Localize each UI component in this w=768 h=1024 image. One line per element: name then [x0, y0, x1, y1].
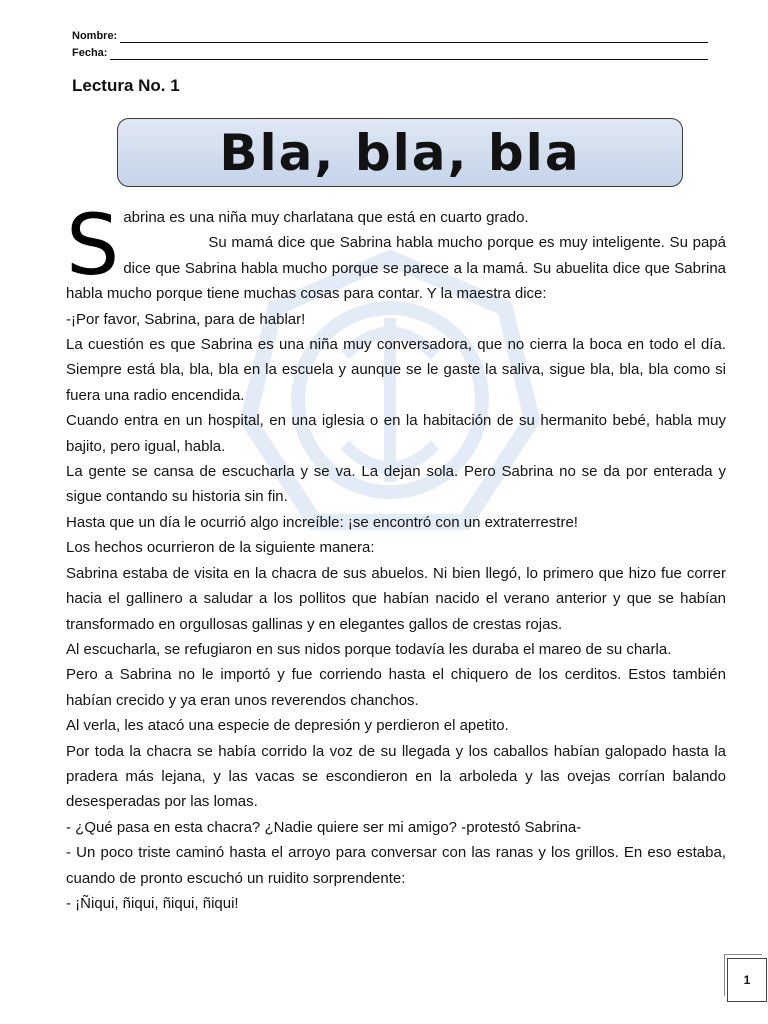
story-paragraph: Cuando entra en un hospital, en una iglesia o en la habitación de su hermanito bebé, habla muy bajito, pero igual, habla.: [66, 412, 726, 455]
title-banner: [117, 118, 683, 187]
nombre-field: [72, 29, 708, 43]
story-paragraph: Por toda la chacra se había corrido la voz de su llegada y los caballos habían galopado hasta la pradera más lejana, y las vacas se escondieron en la arboleda y las ovejas corrían balando desesperadas por las lomas.: [66, 742, 726, 811]
lectura-heading: Lectura No. 1: [72, 76, 180, 95]
page-number: 1: [743, 973, 751, 987]
drop-cap: S: [66, 196, 120, 294]
story-paragraph: abrina es una niña muy charlatana que está en cuarto grado.: [123, 209, 529, 226]
fecha-line: [110, 49, 708, 60]
story-paragraph: Los hechos ocurrieron de la siguiente manera:: [66, 539, 375, 557]
story-paragraph: Sabrina estaba de visita en la chacra de sus abuelos. Ni bien llegó, lo primero que hizo fue correr hacia el gallinero a saludar a los pollitos que habían nacido el verano anterior y que se habían transformado en orgullosas gallinas y en elegantes gallos de crestas rojas.: [66, 564, 726, 633]
nombre-label: Nombre:: [72, 30, 118, 42]
story-paragraph: Al verla, les atacó una especie de depresión y perdieron el apetito.: [66, 717, 509, 735]
title-banner-text: Bla, bla, bla: [219, 123, 581, 182]
story-paragraph: -¡Por favor, Sabrina, para de hablar!: [66, 310, 306, 328]
page-number-box: [727, 958, 767, 1002]
story-paragraph: Al escucharla, se refugiaron en sus nidos porque todavía les duraba el mareo de su charla.: [66, 640, 672, 658]
story-paragraph: Hasta que un día le ocurrió algo increíble: ¡se encontró con un extraterrestre!: [66, 513, 578, 531]
fecha-label: Fecha:: [72, 47, 108, 59]
story-paragraph: Su mamá dice que Sabrina habla mucho porque es muy inteligente. Su papá dice que Sabrina habla mucho porque se parece a la mamá. Su abuelita dice que Sabrina habla mucho porque tiene muchas cosas para contar. Y la maestra dice:: [66, 234, 726, 303]
story-text: [66, 196, 726, 916]
story-paragraph: Pero a Sabrina no le importó y fue corriendo hasta el chiquero de los cerditos. Estos también habían crecido y ya eran unos reverendos chanchos.: [66, 666, 726, 709]
nombre-line: [120, 32, 708, 43]
story-paragraph: La cuestión es que Sabrina es una niña muy conversadora, que no cierra la boca en todo el día. Siempre está bla, bla, bla en la escuela y aunque se le gaste la saliva, sigue bla, bla, bla como si fuera una radio encendida.: [66, 336, 726, 404]
story-paragraph: - Un poco triste caminó hasta el arroyo para conversar con las ranas y los grillos. En eso estaba, cuando de pronto escuchó un ruidito sorprendente:: [66, 844, 726, 887]
story-paragraph: La gente se cansa de escucharla y se va. La dejan sola. Pero Sabrina no se da por enterada y sigue contando su historia sin fin.: [66, 463, 726, 506]
fecha-field: [72, 46, 708, 60]
story-paragraph: - ¿Qué pasa en esta chacra? ¿Nadie quiere ser mi amigo? -protestó Sabrina-: [66, 818, 582, 836]
story-paragraph: - ¡Ñiqui, ñiqui, ñiqui, ñiqui!: [66, 894, 239, 912]
